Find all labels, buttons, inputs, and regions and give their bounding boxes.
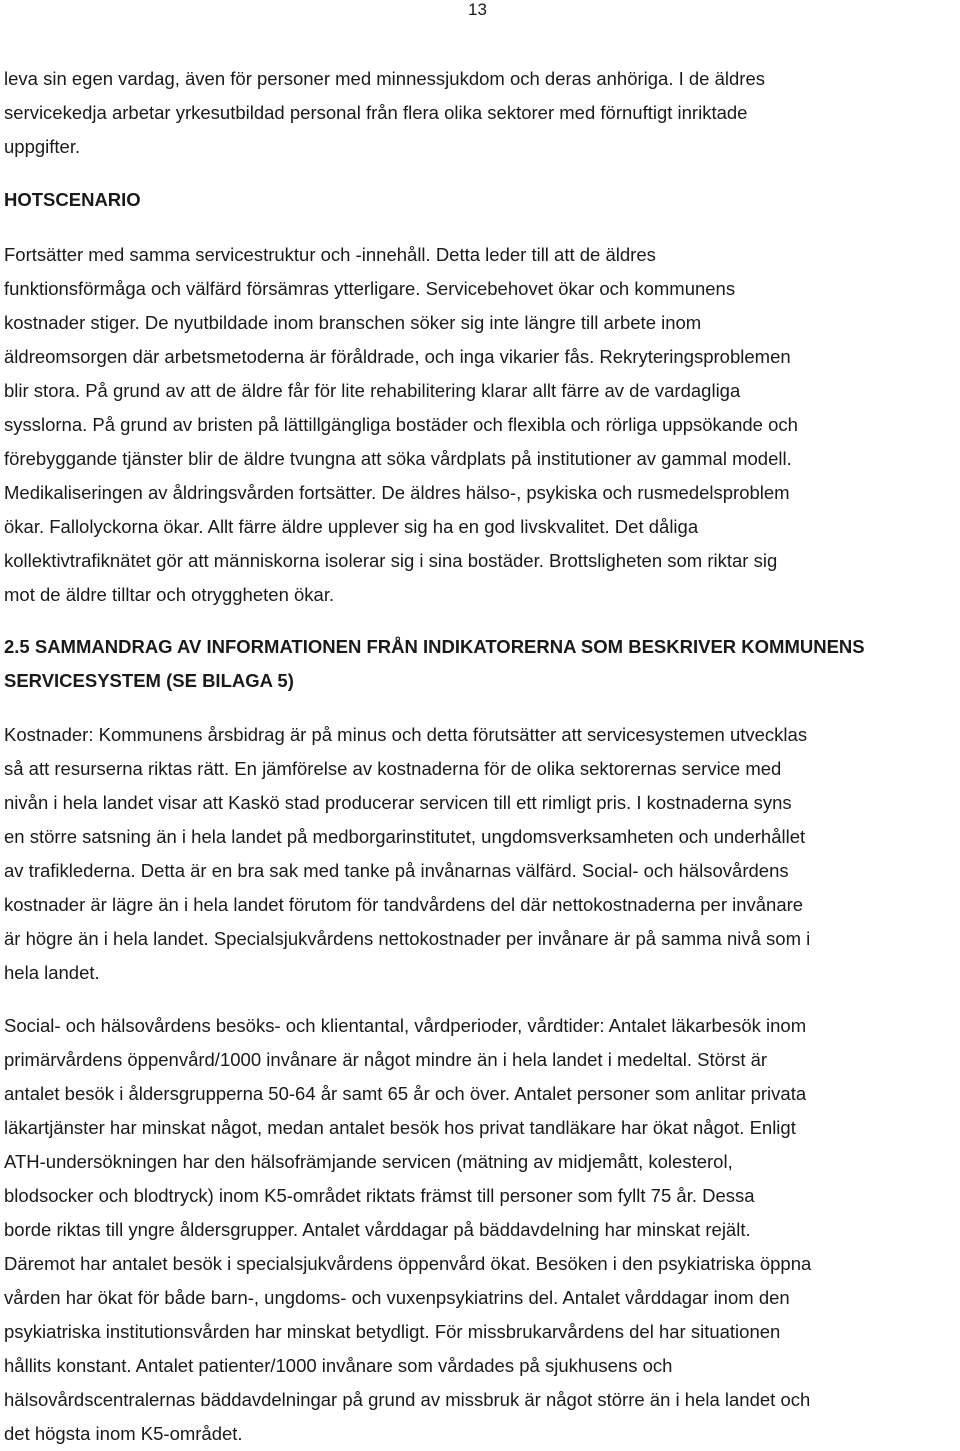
text-line: nivån i hela landet visar att Kaskö stad producerar servicen till ett rimligt pris. I kostnaderna syns: [4, 792, 792, 813]
text-line: kostnader är lägre än i hela landet förutom för tandvårdens del där nettokostnaderna per invånare: [4, 894, 804, 915]
text-line: Kostnader: Kommunens årsbidrag är på minus och detta förutsätter att servicesystemen utvecklas: [4, 724, 808, 745]
text-line: uppgifter.: [4, 136, 81, 157]
text-line: hälsovårdscentralernas bäddavdelningar på grund av missbruk är något större än i hela landet och: [4, 1389, 811, 1410]
text-line: äldreomsorgen där arbetsmetoderna är föråldrade, och inga vikarier fås. Rekryteringsproblemen: [4, 346, 791, 367]
text-line: antalet besök i åldersgrupperna 50-64 år samt 65 år och över. Antalet personer som anlitar privata: [4, 1083, 807, 1104]
text-line: Fortsätter med samma servicestruktur och -innehåll. Detta leder till att de äldres: [4, 244, 656, 265]
text-line: Medikaliseringen av åldringsvården fortsätter. De äldres hälso-, psykiska och rusmedelsproblem: [4, 482, 790, 503]
visits-paragraph: [4, 1009, 958, 1451]
page-number: 13: [468, 0, 487, 19]
text-line: är högre än i hela landet. Specialsjukvårdens nettokostnader per invånare är på samma nivå som i: [4, 928, 811, 949]
text-line: läkartjänster har minskat något, medan antalet besök hos privat tandläkare har ökat något. Enligt: [4, 1117, 796, 1138]
text-line: sysslorna. På grund av bristen på lättillgängliga bostäder och flexibla och rörliga uppsökande och: [4, 414, 798, 435]
text-line: Social- och hälsovårdens besöks- och klientantal, vårdperioder, vårdtider: Antalet läkarbesök inom: [4, 1015, 807, 1036]
text-line: primärvårdens öppenvård/1000 invånare är något mindre än i hela landet i medeltal. Störst är: [4, 1049, 768, 1070]
text-line: leva sin egen vardag, även för personer med minnessjukdom och deras anhöriga. I de äldres: [4, 68, 765, 89]
text-line: hållits konstant. Antalet patienter/1000 invånare som vårdades på sjukhusens och: [4, 1355, 673, 1376]
heading-text: HOTSCENARIO: [4, 189, 141, 210]
text-line: det högsta inom K5-området.: [4, 1423, 243, 1444]
section-heading: [4, 630, 958, 698]
text-line: mot de äldre tilltar och otryggheten ökar.: [4, 584, 335, 605]
heading-text: SERVICESYSTEM (SE BILAGA 5): [4, 670, 294, 691]
heading-text: 2.5 SAMMANDRAG AV INFORMATIONEN FRÅN INDIKATORERNA SOM BESKRIVER KOMMUNENS: [4, 636, 865, 657]
intro-paragraph: [4, 62, 958, 164]
costs-paragraph: [4, 718, 958, 990]
text-line: kollektivtrafiknätet gör att människorna isolerar sig i sina bostäder. Brottsligheten som riktar sig: [4, 550, 778, 571]
text-line: ökar. Fallolyckorna ökar. Allt färre äldre upplever sig ha en god livskvalitet. Det dåliga: [4, 516, 699, 537]
text-line: psykiatriska institutionsvården har minskat betydligt. För missbrukarvårdens del har situationen: [4, 1321, 781, 1342]
text-line: servicekedja arbetar yrkesutbildad personal från flera olika sektorer med förnuftigt inriktade: [4, 102, 748, 123]
hotscenario-heading: [4, 183, 958, 217]
text-line: förebyggande tjänster blir de äldre tvungna att söka vårdplats på institutioner av gammal modell.: [4, 448, 792, 469]
text-line: Däremot har antalet besök i specialsjukvårdens öppenvård ökat. Besöken i den psykiatriska öppna: [4, 1253, 812, 1274]
text-line: så att resurserna riktas rätt. En jämförelse av kostnaderna för de olika sektorernas service med: [4, 758, 782, 779]
text-line: blodsocker och blodtryck) inom K5-området riktats främst till personer som fyllt 75 år. Dessa: [4, 1185, 755, 1206]
text-line: hela landet.: [4, 962, 100, 983]
text-line: kostnader stiger. De nyutbildade inom branschen söker sig inte längre till arbete inom: [4, 312, 702, 333]
hotscenario-paragraph: [4, 238, 958, 612]
text-line: ATH-undersökningen har den hälsofrämjande servicen (mätning av midjemått, kolesterol,: [4, 1151, 733, 1172]
text-line: av trafiklederna. Detta är en bra sak med tanke på invånarnas välfärd. Social- och hälsovårdens: [4, 860, 789, 881]
text-line: vården har ökat för både barn-, ungdoms- och vuxenpsykiatrins del. Antalet vårddagar inom den: [4, 1287, 790, 1308]
text-line: funktionsförmåga och välfärd försämras ytterligare. Servicebehovet ökar och kommunens: [4, 278, 736, 299]
text-line: blir stora. På grund av att de äldre får för lite rehabilitering klarar allt färre av de vardagliga: [4, 380, 741, 401]
text-line: borde riktas till yngre åldersgrupper. Antalet vårddagar på bäddavdelning har minskat rejält.: [4, 1219, 751, 1240]
text-line: en större satsning än i hela landet på medborgarinstitutet, ungdomsverksamheten och underhållet: [4, 826, 806, 847]
